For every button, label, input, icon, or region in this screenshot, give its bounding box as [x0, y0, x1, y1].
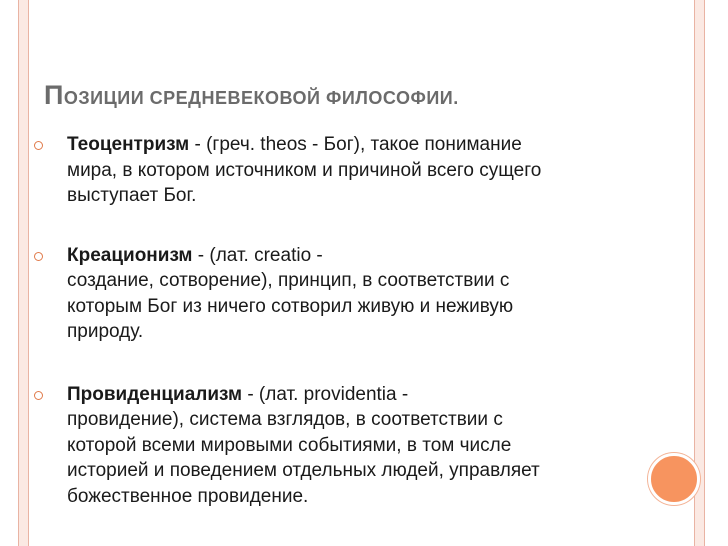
orange-circle-icon	[648, 453, 700, 505]
item-line2: создание, сотворение), принцип, в соответствии с	[67, 270, 510, 291]
list-item-theocentrism	[34, 132, 634, 209]
item-line2: мира, в котором источником и причиной всего сущего	[67, 159, 542, 181]
item-line1: - (лат. creatio -	[192, 244, 323, 266]
item-text	[67, 243, 634, 345]
item-text	[67, 132, 634, 209]
title-rest: ОЗИЦИИ СРЕДНЕВЕКОВОЙ ФИЛОСОФИИ.	[63, 88, 459, 108]
item-line4: природу.	[67, 321, 144, 342]
circle-bullet-icon	[34, 252, 43, 261]
item-term: Провиденциализм	[67, 383, 243, 405]
item-line5: божественное провидение.	[67, 485, 309, 507]
item-line3: которым Бог из ничего сотворил живую и неживую	[67, 295, 514, 317]
item-term: Креационизм	[67, 244, 193, 266]
bullet-list	[34, 132, 634, 509]
item-line2: провидение), система взглядов, в соответствии с	[67, 409, 503, 430]
circle-bullet-icon	[34, 141, 43, 150]
item-line1: - (греч. theos - Бог), такое понимание	[189, 134, 522, 155]
item-line3: которой всеми мировыми событиями, в том числе	[67, 434, 512, 456]
list-item-creationism	[34, 243, 634, 345]
left-decorative-frame	[18, 0, 29, 546]
item-line4: историей и поведением отдельных людей, управляет	[67, 460, 540, 481]
circle-bullet-icon	[34, 391, 43, 400]
item-text	[67, 382, 634, 510]
title-first-letter: П	[44, 80, 64, 110]
item-line3: выступает Бог.	[67, 185, 197, 206]
slide-title	[44, 80, 684, 111]
item-line1: - (лат. providentia -	[242, 383, 409, 405]
list-item-providentialism	[34, 382, 634, 510]
item-term: Теоцентризм	[67, 134, 190, 155]
